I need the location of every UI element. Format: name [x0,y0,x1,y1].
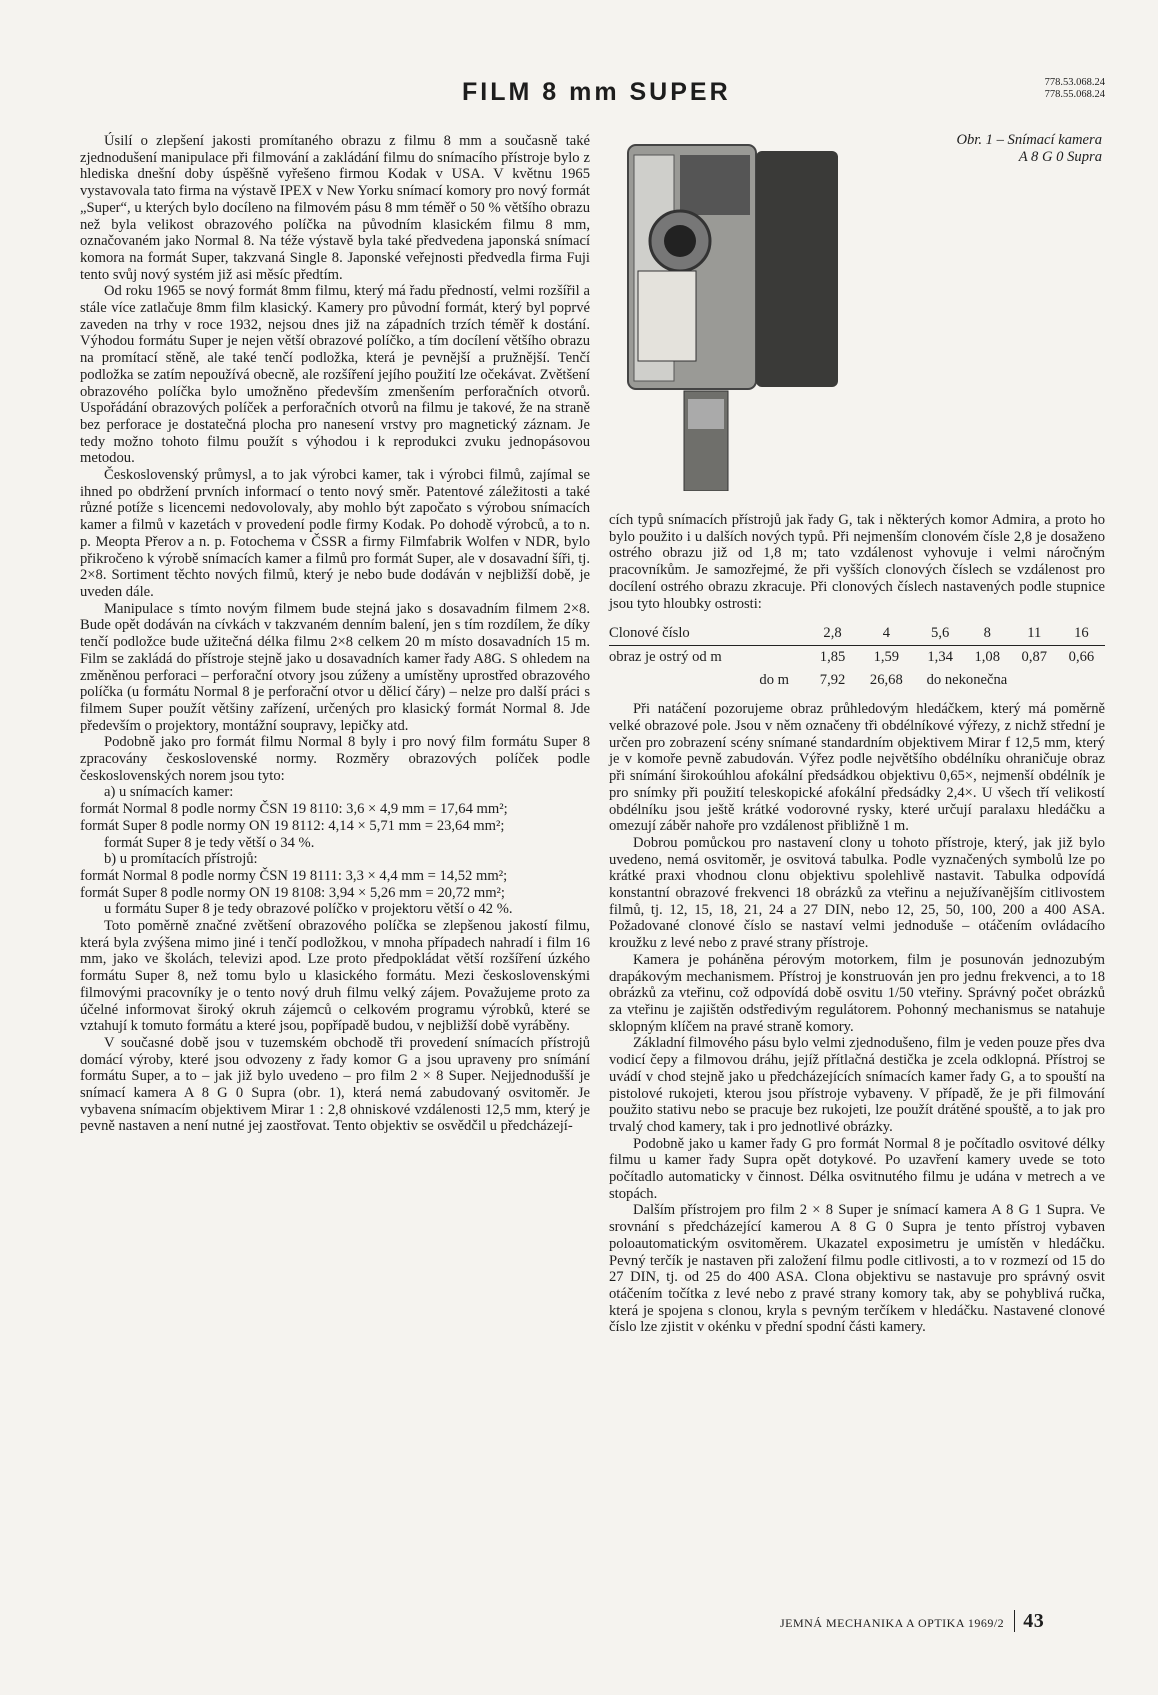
paragraph: u formátu Super 8 je tedy obrazové políčko v projektoru větší o 42 %. [104,901,513,918]
paragraph: formát Super 8 je tedy větší o 34 %. [104,834,315,851]
table-cell: 4 [882,625,890,642]
figure-caption [880,132,1102,166]
classification-code: 778.53.068.24 [1044,77,1105,88]
table-cell: 26,68 [869,671,903,688]
table-cell: 1,85 [809,645,856,668]
camera-photo [620,141,850,491]
paragraph: a) u snímacích kamer: [104,784,234,801]
paragraph: Dobrou pomůckou pro nastavení clony u tohoto přístroje, který, jak již bylo uvedeno, nemá osvitoměr, je osvitová tabulka. Podle vyznačených symbolů lze po krátké praxi vhodnou clonu objektivu spolehlivě nastavit. Tabulka odpovídá konstantní obrazové frekvenci 18 obrázků za vteřinu a nejužívanějším citlivostem filmů, tj. 12, 15, 18, 21, 24 a 27 DIN, nebo 12, 25, 50, 100, 200 a 400 ASA. Požadované clonové číslo se nastaví velmi jednoduše – otáčením ovládacího kroužku z levé nebo z pravé strany přístroje. [609,834,1105,952]
table-row [609,645,1105,668]
paragraph: Kamera je poháněna pérovým motorkem, film je posunován jednozubým drapákovým mechanismem. Přístroj je konstruován jen pro jednu frekvenci, a to 18 obrázků za vteřinu, což odpovídá době osvitu 1/50 vteřiny. Správný počet obrázků za vteřinu je zajištěn odstředivým regulátorem. Pohonný mechanismus se natahuje sklopným klíčem na pravé straně komory. [609,951,1105,1035]
paragraph: Základní filmového pásu bylo velmi zjednodušeno, film je veden pouze přes dva vodicí čepy a filmovou dráhu, jejíž přítlačná destička je zcela odklopná. Přístroj se uvádí v chod stejně jako u předcházejících snímacích kamer řady G, a to spouští na pistolové rukojeti, kterou jsou přístroje vybaveny. V případě, že je při filmování použito stativu nebo se pracuje bez rukojeti, lze použít drátěné spouště, a to jak pro trvalý chod kamery, tak i pro jednotlivé obrázky. [609,1035,1105,1135]
classification-codes [1010,77,1105,101]
table-header-cell: do m [759,671,789,688]
paragraph: cích typů snímacích přístrojů jak řady G, tak i některých komor Admira, a proto ho bylo použito i u dalších nových typů. Při nejmenším clonovém čísle 2,8 je dosaženo ostrého obrazu již od 1,8 m; tato vzdálenost vyhovuje i velmi náročným pracovníkům. Je samozřejmé, že při vyšších clonových číslech se vzdálenost pro docílení ostrého obrazu zkracuje. Při clonových číslech nastavených podle stupnice jsou tyto hloubky ostrosti: [609,512,1105,612]
page-footer [780,1610,1110,1633]
paragraph: Při natáčení pozorujeme obraz průhledovým hledáčkem, který má poměrně velké obrazové pole. Jsou v něm označeny tři obdélníkové výřezy, z nichž střední je určen pro zobrazení scény snímané standardním objektivem Mirar f 12,5 mm, který je v komoře pevně zabudován. Výřez podle největšího obdélníku ohraničuje obraz při snímání širokoúhlou afokální předsádkou objektivu 0,65×, nejmenší obdélník je pro snímky při použití teleskopické afokální předsádky 2,4×. U všech tří velikostí obdélníku jsou ještě krátké vodorovné rysky, které určují paralaxu hledáčku a omezují záběr nahoře pro vzdálenost přibližně 1 m. [609,701,1105,835]
paragraph: Dalším přístrojem pro film 2 × 8 Super je snímací kamera A 8 G 1 Supra. Ve srovnání s předcházející kamerou A 8 G 0 Supra je tento přístroj vybaven poloautomatickým osvitoměrem. Ukazatel exposimetru je umístěn v hledáčku. Pevný terčík je nastaven při založení filmu podle citlivosti, a to v rozmezí od 15 do 27 DIN, tj. od 25 do 400 ASA. Clona objektivu se nastavuje pro správný osvit otáčením točítka z levé nebo z pravé strany komory tak, aby se pohyblivá ručka, která je spojena s clonou, kryla s pevným terčíkem v hledáčku. Nastavené clonové číslo lze zjistit v okénku v přední spodní části kamery. [609,1202,1105,1336]
table-cell: 0,87 [1011,645,1058,668]
paragraph: Československý průmysl, a to jak výrobci kamer, tak i výrobci filmů, zajímal se ihned po obdržení prvních informací o tento nový směr. Patentové záležitosti a také různé potíže s licencemi nedovolovaly, aby mohlo být započato s výrobou snímacích kamer a filmů v kazetách v provedení podle firmy Kodak. Po dohodě výrobců, a to n. p. Meopta Přerov a n. p. Fotochema v ČSSR a firmy Filmfabrik Wolfen v NDR, bylo přikročeno k výrobě snímacích kamer a filmů pro formát Super, ale v dosavadní šíři, tj. 2×8. Sortiment těchto nových filmů, který je nebo bude dodáván v nejbližší době, je uveden dále. [80,467,590,600]
table-cell: 1,34 [917,645,964,668]
caption-line: A 8 G 0 Supra [1018,149,1102,165]
paragraph: Podobně jako pro formát filmu Normal 8 byly i pro nový film formátu Super 8 zpracovány československé normy. Rozměry obrazových políček podle československých norem jsou tyto: [80,734,590,784]
table-cell: 8 [983,625,991,642]
table-cell: 0,66 [1058,645,1105,668]
paragraph: Podobně jako u kamer řady G pro formát Normal 8 je počítadlo osvitové délky filmu u kamer řady Supra opět dotykové. Po uzavření kamery uvede se toto počítadlo automaticky v činnost. Délka osvitnutého filmu je udána v metrech a ve stopách. [609,1135,1105,1202]
article-title: FILM 8 mm SUPER [462,78,731,106]
table-cell: do nekonečna [926,671,1008,688]
left-column [80,133,590,1135]
paragraph: formát Normal 8 podle normy ČSN 19 8111: 3,3 × 4,4 mm = 14,52 mm²; [80,867,508,884]
paragraph: b) u promítacích přístrojů: [104,851,258,868]
table-cell: 1,59 [856,645,917,668]
journal-name: JEMNÁ MECHANIKA A OPTIKA 1969/2 [780,1616,1005,1630]
table-header-cell: obraz je ostrý od m [609,645,809,668]
classification-code: 778.55.068.24 [1044,89,1105,100]
paragraph: V současné době jsou v tuzemském obchodě tři provedení snímacích přístrojů domácí výroby, které jsou odvozeny z řady komor G a jsou upraveny pro snímání formátu Super, a to – jak již bylo uvedeno – pro film 2 × 8 Super. Nejjednodušší je snímací kamera A 8 G 0 Supra (obr. 1), která nemá zabudovaný osvitoměr. Je vybavena snímacím objektivem Mirar 1 : 2,8 ohniskové vzdálenosti 12,5 mm, který je pevně nastaven a není nutné jej zaostřovat. Tento objektiv se osvědčil u předcházejí- [80,1034,590,1135]
paragraph: Manipulace s tímto novým filmem bude stejná jako s dosavadním filmem 2×8. Bude opět dodáván na cívkách v takzvaném denním balení, jen s tím rozdílem, že díky tenčí podložce bude užitečná délka filmu 2×8 celkem 20 m místo dosavadních 15 m. Film se zakládá do přístroje stejně jako u dosavadních kamer řady A8G. S ohledem na změněnou perforaci – perforační otvory jsou zúženy a umístěny uprostřed obrazového políčka (u formátu Normal 8 je perforační otvor u dělicí čáry) – nelze pro další práci s filmem Super použít většiny zařízení, určených pro klasický formát Normal 8. Jde především o projektory, montážní soupravy, lepičky atd. [80,600,590,734]
right-column [609,512,1105,1336]
table-cell: 7,92 [819,671,846,688]
table-cell: 16 [1074,625,1089,642]
table-cell: 1,08 [964,645,1011,668]
paragraph: Úsilí o zlepšení jakosti promítaného obrazu z filmu 8 mm a současně také zjednodušení manipulace při filmování a zakládání filmu do snímacího přístroje bylo z hlediska dnešní doby úspěšně vyřešeno firmou Kodak v USA. V květnu 1965 vystavovala tato firma na výstavě IPEX v New Yorku snímací komory pro nový formát „Super“, u kterých bylo docíleno na filmovém pásu 8 mm téměř o 50 % většího obrazu než byla velikost obrazového políčka na původním klasickém filmu 8 mm, označovaném jako Normal 8. Na téže výstavě byla také předvedena japonská snímací komora na formát Super, takzvaná Single 8. Japonské veřejnosti předvedla firma Fuji tento svůj nový systém již asi měsíc předtím. [80,133,590,283]
paragraph: formát Super 8 podle normy ON 19 8108: 3,94 × 5,26 mm = 20,72 mm²; [80,884,505,901]
depth-of-field-table [609,622,1105,691]
table-cell: 5,6 [931,625,950,642]
table-row [609,669,1105,692]
paragraph: formát Super 8 podle normy ON 19 8112: 4,14 × 5,71 mm = 23,64 mm²; [80,817,505,834]
table-header-cell: Clonové číslo [609,625,690,642]
paragraph: Toto poměrně značné zvětšení obrazového políčka se zlepšenou jakostí filmu, která byla zvýšena mimo jiné i tenčí podložkou, v mnoha případech nahradí i film 16 mm, jako ve školách, televizi apod. Lze proto předpokládat větší rozšíření úzkého formátu Super 8, než tomu bylo u klasického formátu. Mezi československými filmovými pracovníky je o tento nový druh filmu velký zájem. Považujeme proto za účelné informovat široký okruh zájemců o celkovém programu výrobků, které se vztahují k tomuto formátu a které jsou, popřípadě budou, v nejbližší době vyráběny. [80,918,590,1035]
page-number: 43 [1014,1610,1044,1632]
paragraph: formát Normal 8 podle normy ČSN 19 8110: 3,6 × 4,9 mm = 17,64 mm²; [80,801,508,818]
caption-line: Obr. 1 – Snímací kamera [956,132,1102,148]
paragraph: Od roku 1965 se nový formát 8mm filmu, který má řadu předností, velmi rozšířil a stále více zatlačuje 8mm film klasický. Kamery pro původní formát, který byl poprvé zaveden na trhy v roce 1932, nejsou dnes již na západních trzích téměř k dostání. Výhodou formátu Super je nejen větší obrazové políčko, a tím docílení většího obrazu na promítací stěně, ale také tenčí podložka, která je pevnější a pružnější. Tenčí podložka se zatím nepoužívá obecně, ale rozšíření jejího použití lze očekávat. Zvětšení obrazového políčka bylo umožněno především zmenšením perforačních otvorů. Uspořádání obrazových políček a perforačních otvorů na filmu je takové, že na straně bez perforace je dostatečná plocha pro nanesení vrstvy pro magnetický záznam. Je tedy možno tohoto filmu použít s výhodou i k reprodukci zvuku jednopásovou metodou. [80,283,590,467]
table-cell: 2,8 [823,625,842,642]
table-row [609,622,1105,645]
table-cell: 11 [1027,625,1042,642]
